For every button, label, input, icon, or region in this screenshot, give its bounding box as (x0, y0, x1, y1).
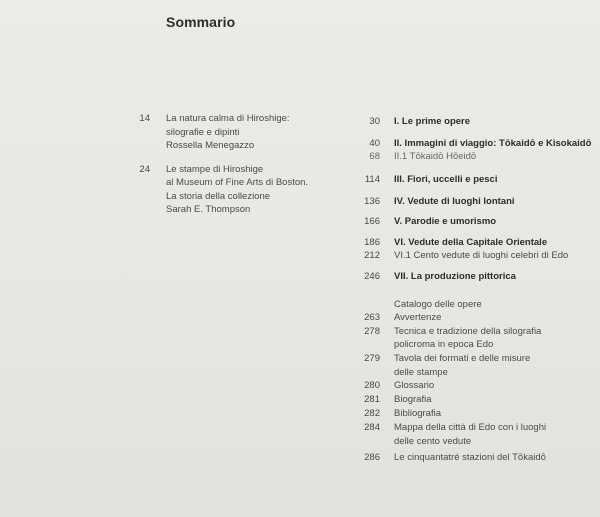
essay-entry (0, 163, 330, 217)
toc-entry-text: III. Fiori, uccelli e pesci (394, 174, 498, 185)
page-title: Sommario (166, 14, 236, 30)
toc-page-number: 246 (364, 271, 380, 282)
toc-page-number: 278 (364, 326, 380, 337)
toc-entry-text: Tavola dei formati e delle misure (394, 353, 531, 364)
toc-page-number: 30 (369, 116, 380, 127)
toc-page-number: 286 (364, 452, 380, 463)
toc-entry-text: IV. Vedute di luoghi lontani (394, 196, 515, 207)
toc-entry-text: VI.1 Cento vedute di luoghi celebri di Edo (394, 250, 569, 261)
toc-entry-text: Mappa della città di Edo con i luoghi (394, 422, 547, 433)
toc-entry-text: V. Parodie e umorismo (394, 216, 497, 227)
toc-entry-text: II.1 Tōkaidō Hōeidō (394, 151, 477, 162)
essay-page-number: 24 (139, 163, 150, 175)
toc-entry-text: Tecnica e tradizione della silografia (394, 326, 542, 337)
toc-entry-text: Avvertenze (394, 312, 442, 323)
toc-page-number: 282 (364, 408, 380, 419)
toc-page-number: 280 (364, 380, 380, 391)
toc-entry-text: delle stampe (394, 367, 448, 378)
toc-entry-text: VII. La produzione pittorica (394, 271, 516, 282)
toc-entry-text: policroma in epoca Edo (394, 339, 494, 350)
toc-page-number: 281 (364, 394, 380, 405)
toc-page-number: 114 (364, 174, 380, 185)
toc-entry-text: Biografia (394, 394, 432, 405)
toc-page-number: 166 (364, 216, 380, 227)
toc-entry-text: VI. Vedute della Capitale Orientale (394, 237, 548, 248)
toc-entry-text: I. Le prime opere (394, 116, 471, 127)
essay-line: Le stampe di Hiroshige (166, 163, 264, 175)
toc-page-number: 136 (364, 196, 380, 207)
toc-entry-text: Bibliografia (394, 408, 441, 419)
essay-line: silografie e dipinti (166, 126, 240, 138)
toc-page-number: 186 (364, 237, 380, 248)
toc-entry-text: delle cento vedute (394, 436, 472, 447)
essay-author: Rossella Menegazzo (166, 140, 255, 151)
toc-page-number: 68 (369, 151, 380, 162)
toc-page-number: 212 (364, 250, 380, 261)
essay-line: La natura calma di Hiroshige: (166, 113, 290, 124)
essay-line: al Museum of Fine Arts di Boston. (166, 177, 309, 188)
toc-entry-text: Glossario (394, 380, 435, 391)
toc-page-number: 40 (369, 138, 380, 149)
toc-page-number: 263 (364, 312, 380, 323)
toc-page-number: 284 (364, 422, 380, 433)
toc-entry-text: Catalogo delle opere (394, 299, 482, 310)
essay-author: Sarah E. Thompson (166, 204, 251, 215)
essay-entry (0, 112, 330, 153)
toc-page-number: 279 (364, 353, 380, 364)
toc-entry-text: Le cinquantatré stazioni del Tōkaidō (394, 452, 546, 463)
essay-page-number: 14 (139, 113, 150, 124)
toc-entry-text: II. Immagini di viaggio: Tōkaidō e Kisokaidō (394, 138, 592, 149)
essay-line: La storia della collezione (166, 190, 271, 202)
essays-column (0, 112, 330, 227)
